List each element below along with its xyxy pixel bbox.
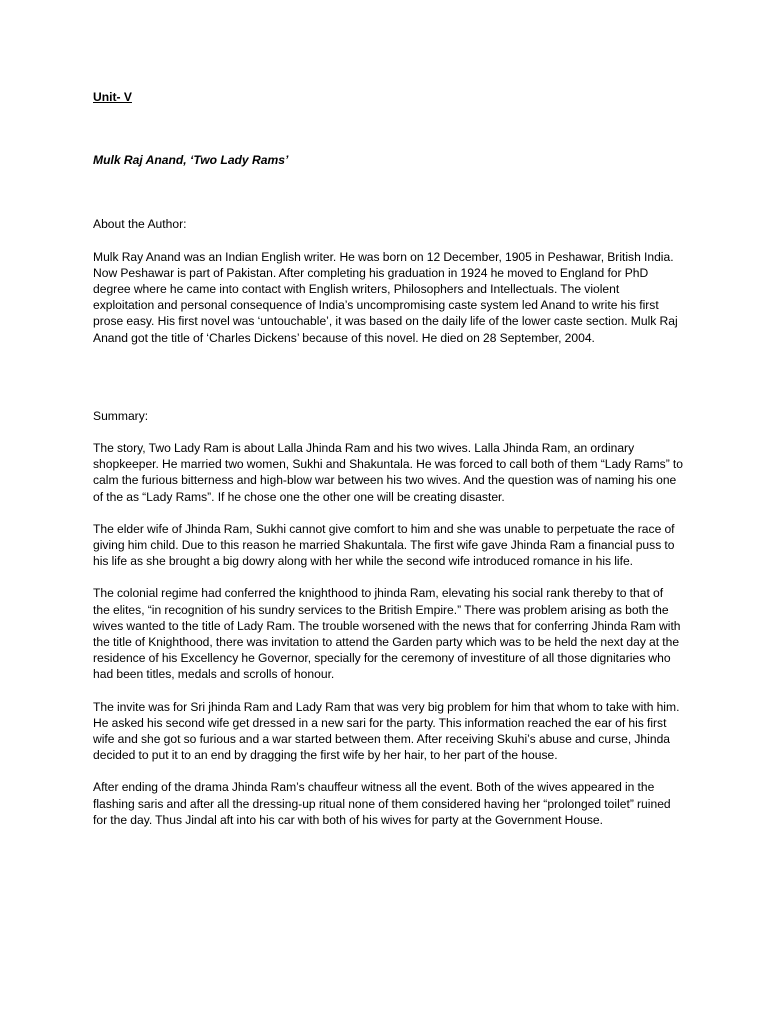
summary-paragraph-1: The story, Two Lady Ram is about Lalla Jhinda Ram and his two wives. Lalla Jhinda Ram, an ordinary shopkeeper. He married two women, Sukhi and Shakuntala. He was forced to call both of them “Lady Rams” to calm the furious bitterness and high-blow war between his two wives. And the question was of naming his one of the as “Lady Rams”. If he chose one the other one will be creating disaster. <box>93 441 683 504</box>
summary-heading: Summary: <box>93 408 149 423</box>
document-body <box>93 89 683 828</box>
about-author-heading: About the Author: <box>93 217 187 232</box>
summary-paragraph-2: The elder wife of Jhinda Ram, Sukhi cannot give comfort to him and she was unable to perpetuate the race of giving him child. Due to this reason he married Shakuntala. The first wife gave Jhinda Ram a financial puss to his life as she brought a big dowry along with her while the second wife introduced romance in his life. <box>93 521 675 569</box>
unit-heading: Unit- V <box>93 90 132 104</box>
document-title: Mulk Raj Anand, ‘Two Lady Rams’ <box>93 153 289 168</box>
summary-paragraph-4: The invite was for Sri jhinda Ram and Lady Ram that was very big problem for him that whom to take with him. He asked his second wife get dressed in a new sari for the party. This information reached the ear of his first wife and she got so furious and a war started between them. After receiving Skuhi’s abuse and curse, Jhinda decided to put it to an end by dragging the first wife by her hair, to her part of the house. <box>93 699 680 763</box>
summary-paragraph-3: The colonial regime had conferred the knighthood to jhinda Ram, elevating his social rank thereby to that of the elites, “in recognition of his sundry services to the British Empire.” There was problem arising as both the wives wanted to the title of Lady Ram. The trouble worsened with the news that for conferring Jhinda Ram with the title of Knighthood, there was invitation to attend the Garden party which was to be held the next day at the residence of his Excellency he Governor, specially for the ceremony of investiture of all those dignitaries who had been titles, medals and scrolls of honour. <box>93 586 681 682</box>
summary-paragraph-5: After ending of the drama Jhinda Ram’s chauffeur witness all the event. Both of the wives appeared in the flashing saris and after all the dressing-up ritual none of them considered having her “prolonged toilet” ruined for the day. Thus Jindal aft into his car with both of his wives for party at the Government House. <box>93 780 671 827</box>
about-author-paragraph: Mulk Ray Anand was an Indian English writer. He was born on 12 December, 1905 in Peshawar, British India. Now Peshawar is part of Pakistan. After completing his graduation in 1924 he moved to England for PhD degree where he came into contact with English writers, Philosophers and Intellectuals. The violent exploitation and personal consequence of India’s uncompromising caste system led Anand to write his first prose easy. His first novel was ‘untouchable’, it was based on the daily life of the lower caste section. Mulk Raj Anand got the title of ‘Charles Dickens’ because of this novel. He died on 28 September, 2004. <box>93 249 678 345</box>
